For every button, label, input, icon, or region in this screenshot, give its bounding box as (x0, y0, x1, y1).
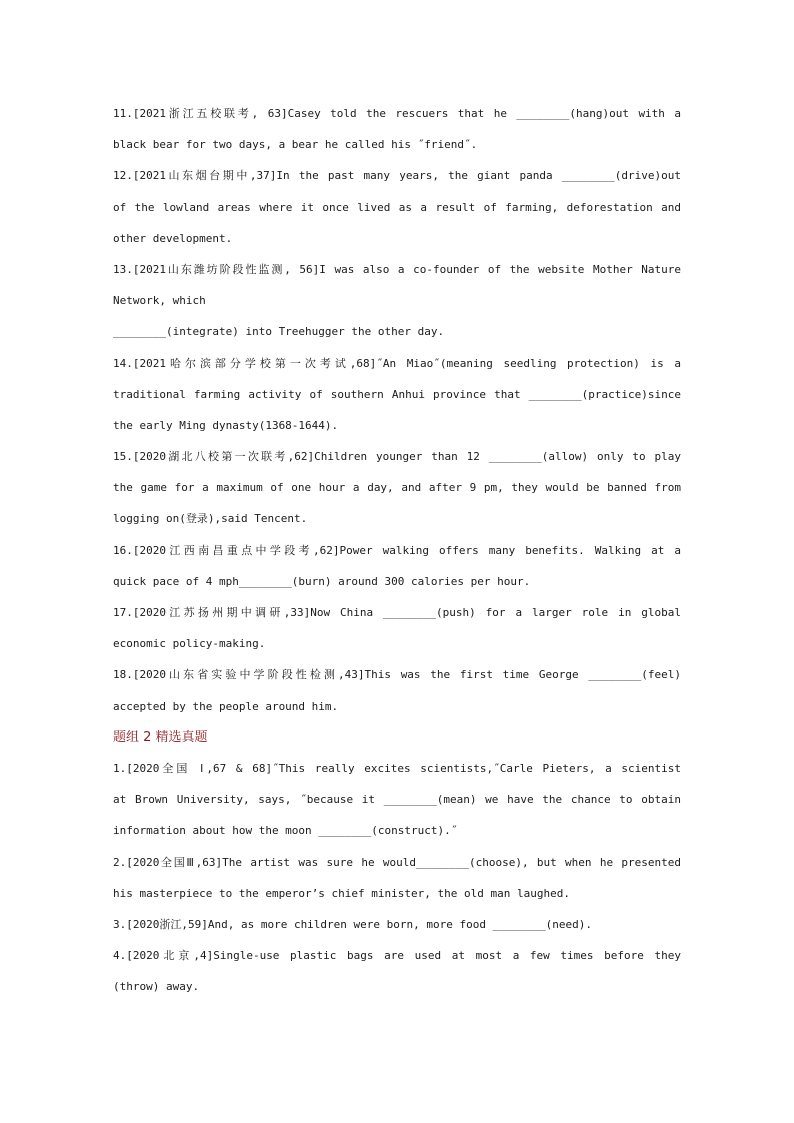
text-line: 17.[2020江苏扬州期中调研,33]Now China ________(push) for a larger role in global (113, 606, 681, 619)
text-line: other development. (113, 231, 233, 245)
text-line: information about how the moon ________(construct).˝ (113, 824, 458, 838)
text-line: 16.[2020江西南昌重点中学段考,62]Power walking offers many benefits. Walking at a (113, 543, 681, 557)
text-line: 3.[2020浙江,59]And, as more children were born, more food ________(need). (113, 917, 592, 931)
text-line: black bear for two days, a bear he called his ˝friend˝. (113, 138, 478, 152)
exercise-group-2 (113, 753, 681, 1003)
text-line: Network, which (113, 294, 206, 308)
text-line: accepted by the people around him. (113, 699, 339, 713)
text-line: 12.[2021山东烟台期中,37]In the past many years, the giant panda ________(drive)out (113, 169, 681, 183)
text-line: economic policy-making. (113, 637, 266, 651)
text-line: 18.[2020山东省实验中学阶段性检测,43]This was the first time George ________(feel) (113, 668, 681, 682)
text-line: ________(integrate) into Treehugger the other day. (113, 325, 445, 339)
exercise-group-1 (113, 98, 681, 722)
exercise-content (113, 98, 681, 1002)
text-line: (throw) away. (113, 980, 200, 994)
text-line: the game for a maximum of one hour a day, and after 9 pm, they would be banned from (113, 481, 681, 495)
text-line: the early Ming dynasty(1368-1644). (113, 418, 339, 432)
text-line: of the lowland areas where it once lived as a result of farming, deforestation and (113, 200, 681, 214)
text-line: 1.[2020全国 Ⅰ,67 & 68]˝This really excites scientists,˝Carle Pieters, a scientist (113, 761, 681, 775)
text-line: 11.[2021浙江五校联考, 63]Casey told the rescuers that he ________(hang)out with a (113, 107, 681, 120)
text-line: 13.[2021山东潍坊阶段性监测, 56]I was also a co-founder of the website Mother Nature (113, 262, 681, 276)
text-line: quick pace of 4 mph________(burn) around 300 calories per hour. (113, 574, 531, 588)
text-line: his masterpiece to the emperor’s chief minister, the old man laughed. (113, 886, 570, 900)
section-heading: 题组 2 精选真题 (113, 729, 208, 745)
text-line: 14.[2021哈尔滨部分学校第一次考试,68]˝An Miao˝(meaning seedling protection) is a (113, 356, 681, 370)
text-line: 4.[2020北京,4]Single-use plastic bags are used at most a few times before they (113, 949, 681, 963)
text-line: 15.[2020湖北八校第一次联考,62]Children younger than 12 ________(allow) only to play (113, 450, 681, 464)
text-line: at Brown University, says, ˝because it ________(mean) we have the chance to obtain (113, 793, 681, 807)
text-line: 2.[2020全国Ⅲ,63]The artist was sure he would________(choose), but when he presented (113, 855, 681, 869)
text-line: logging on(登录),said Tencent. (113, 512, 308, 526)
text-line: traditional farming activity of southern Anhui province that ________(practice)since (113, 387, 681, 401)
